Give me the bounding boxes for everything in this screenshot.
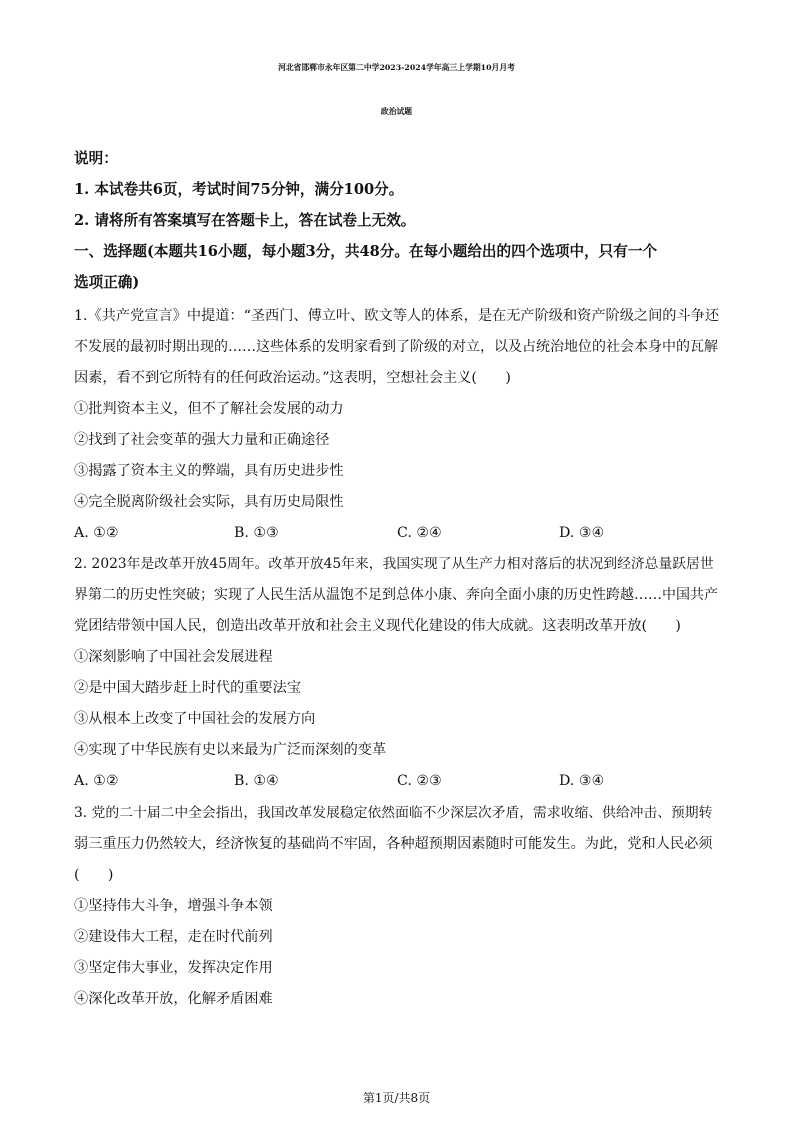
question-2-option-b: B. ①④ (234, 773, 279, 789)
question-1-option-c: C. ②④ (397, 525, 442, 541)
exam-title: 河北省邯郸市永年区第二中学2023-2024学年高三上学期10月月考 (278, 63, 515, 72)
question-2-option-d: D. ③④ (559, 773, 605, 789)
question-3-statement-1: ①坚持伟大斗争，增强斗争本领 (74, 898, 273, 914)
question-2-statement-3: ③从根本上改变了中国社会的发展方向 (74, 711, 316, 727)
question-2-statement-4: ④实现了中华民族有史以来最为广泛而深刻的变革 (74, 742, 387, 758)
exam-subject: 政治试题 (380, 107, 413, 116)
section-heading-line-1: 一、选择题(本题共16小题，每小题3分，共48分。在每小题给出的四个选项中，只有一个 (74, 243, 658, 260)
instruction-item-1: 1. 本试卷共6页，考试时间75分钟，满分100分。 (74, 181, 404, 198)
question-1-statement-4: ④完全脱离阶级社会实际，具有历史局限性 (74, 494, 344, 510)
question-1-stem-line-3: 因素，看不到它所特有的任何政治运动。”这表明，空想社会主义( ) (74, 370, 511, 386)
question-1-option-d: D. ③④ (559, 525, 605, 541)
question-1-statement-3: ③揭露了资本主义的弊端，具有历史进步性 (74, 463, 344, 479)
question-2-stem-line-1: 2. 2023年是改革开放45周年。改革开放45年来，我国实现了从生产力相对落后的状况到经济总量跃居世 (74, 556, 714, 572)
question-3-stem-line-3: ( ) (74, 867, 114, 883)
question-2-option-a: A. ①② (74, 773, 119, 789)
question-2-stem-line-3: 党团结带领中国人民，创造出改革开放和社会主义现代化建设的伟大成就。这表明改革开放( ) (74, 618, 681, 634)
question-1-statement-1: ①批判资本主义，但不了解社会发展的动力 (74, 401, 344, 417)
question-1-option-a: A. ①② (74, 525, 119, 541)
question-2-stem-line-2: 界第二的历史性突破；实现了人民生活从温饱不足到总体小康、奔向全面小康的历史性跨越……中国共产 (74, 587, 718, 603)
section-heading-line-2: 选项正确) (74, 274, 140, 291)
question-1-stem-line-2: 不发展的最初时期出现的……这些体系的发明家看到了阶级的对立，以及占统治地位的社会本身中的瓦解 (74, 339, 718, 355)
question-2-statement-2: ②是中国大踏步赶上时代的重要法宝 (74, 680, 302, 696)
question-3-statement-4: ④深化改革开放，化解矛盾困难 (74, 991, 273, 1007)
instruction-item-2: 2. 请将所有答案填写在答题卡上，答在试卷上无效。 (74, 212, 416, 229)
question-3-statement-3: ③坚定伟大事业，发挥决定作用 (74, 960, 273, 976)
question-3-stem-line-1: 3. 党的二十届二中全会指出，我国改革发展稳定依然面临不少深层次矛盾，需求收缩、供给冲击、预期转 (74, 805, 713, 821)
question-3-statement-2: ②建设伟大工程，走在时代前列 (74, 929, 273, 945)
question-1-option-b: B. ①③ (234, 525, 279, 541)
question-2-option-c: C. ②③ (397, 773, 442, 789)
page-number: 第1页/共8页 (362, 1091, 431, 1105)
question-1-stem-line-1: 1.《共产党宣言》中提道：“圣西门、傅立叶、欧文等人的体系，是在无产阶级和资产阶级之间的斗争还 (74, 308, 720, 324)
question-3-stem-line-2: 弱三重压力仍然较大，经济恢复的基础尚不牢固，各种超预期因素随时可能发生。为此，党和人民必须 (74, 836, 713, 852)
question-1-statement-2: ②找到了社会变革的强大力量和正确途径 (74, 432, 330, 448)
question-2-statement-1: ①深刻影响了中国社会发展进程 (74, 649, 273, 665)
instructions-heading: 说明： (74, 150, 118, 167)
